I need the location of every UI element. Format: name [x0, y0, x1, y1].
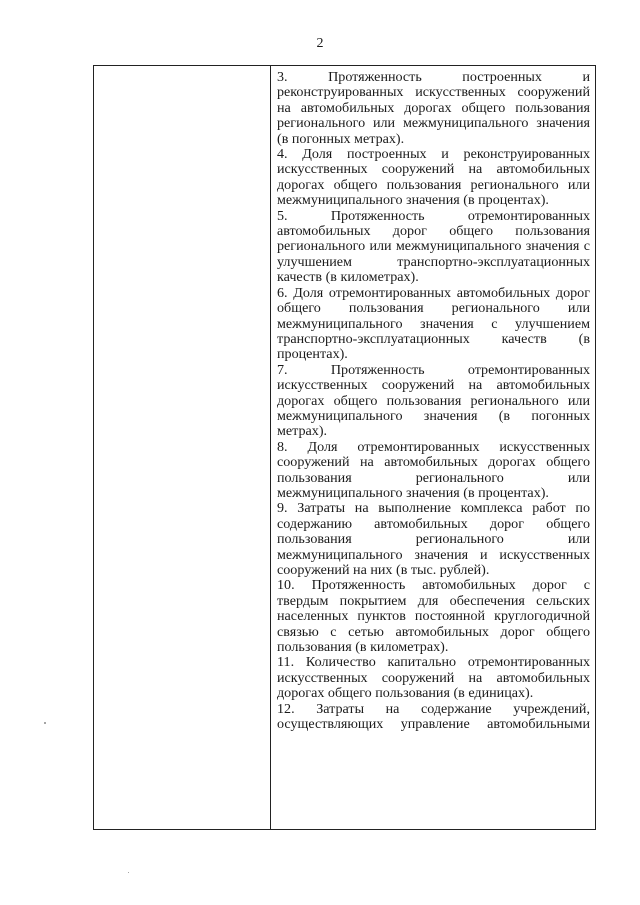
- indicator-item-7: 7. Протяженность отремонтированных искусственных сооружений на автомобильных дорогах общего пользования регионального или межмуниципального значения (в погонных метрах).: [277, 361, 590, 440]
- scan-speck: [44, 722, 46, 724]
- indicator-item-12: 12. Затраты на содержание учреждений, осуществляющих управление автомобильными: [277, 700, 590, 733]
- indicator-table: [93, 65, 596, 830]
- indicator-item-9: 9. Затраты на выполнение комплекса работ по содержанию автомобильных дорог общего пользования регионального или межмуниципального значения и искусственных сооружений на них (в тыс. рублей).: [277, 500, 590, 578]
- indicator-item-3: 3. Протяженность построенных и реконструированных искусственных сооружений на автомобильных дорогах общего пользования регионального или межмуниципального значения (в погонных метрах).: [277, 69, 590, 147]
- scan-speck: [128, 872, 129, 873]
- column-divider: [270, 66, 271, 829]
- indicator-item-4: 4. Доля построенных и реконструированных искусственных сооружений на автомобильных дорогах общего пользования регионального или межмуниципального значения (в процентах).: [277, 146, 590, 209]
- right-cell-indicators: [277, 70, 590, 732]
- indicator-item-6: 6. Доля отремонтированных автомобильных дорог общего пользования регионального или межмуниципального значения с улучшением транспортно-эксплуатационных качеств (в процентах).: [277, 284, 590, 363]
- indicator-item-10: 10. Протяженность автомобильных дорог с твердым покрытием для обеспечения сельских населенных пунктов постоянной круглогодичной связью с сетью автомобильных дорог общего пользования (в километрах).: [277, 577, 590, 656]
- page-number: 2: [316, 36, 324, 51]
- indicator-item-11: 11. Количество капитально отремонтированных искусственных сооружений на автомобильных дорогах общего пользования (в единицах).: [277, 654, 590, 702]
- indicator-item-8: 8. Доля отремонтированных искусственных сооружений на автомобильных дорогах общего пользования регионального или межмуниципального значения (в процентах).: [277, 438, 590, 501]
- indicator-item-5: 5. Протяженность отремонтированных автомобильных дорог общего пользования регионального или межмуниципального значения с улучшением транспортно-эксплуатационных качеств (в километрах).: [277, 207, 590, 286]
